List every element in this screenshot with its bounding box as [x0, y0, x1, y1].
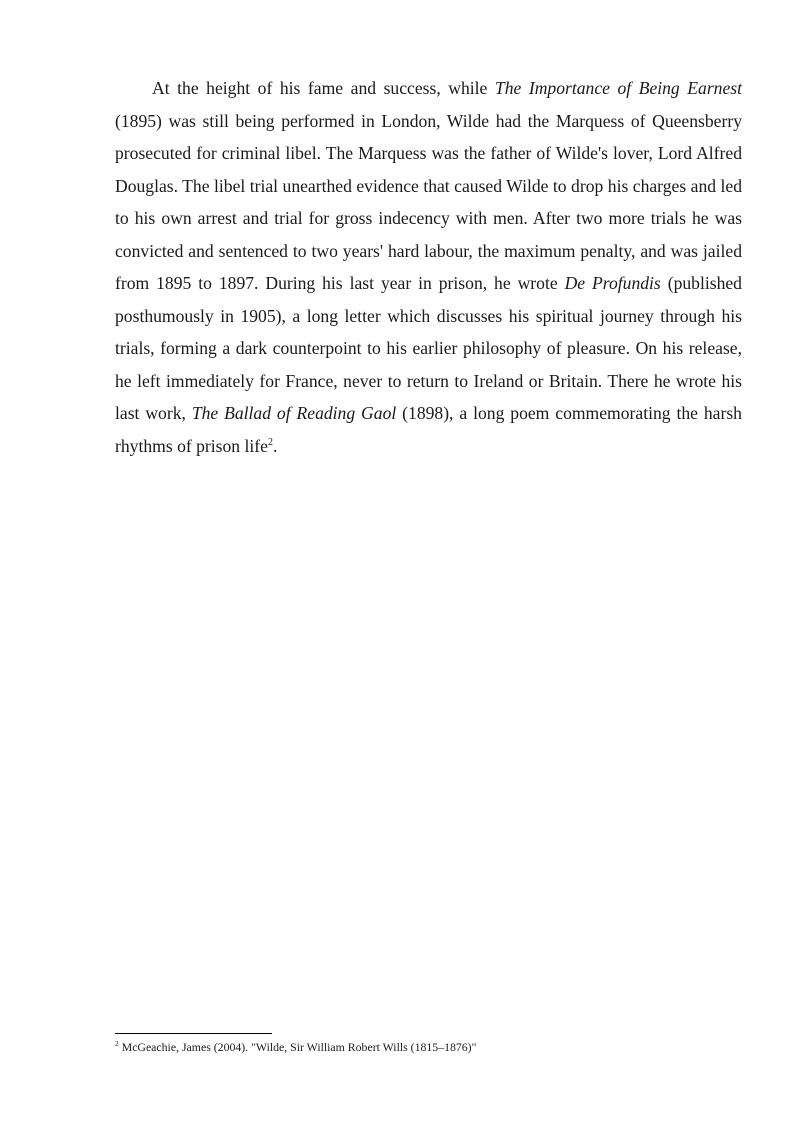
footnote-separator — [115, 1033, 272, 1034]
work-title-importance-of-being-earnest: The Importance of Being Earnest — [494, 78, 743, 98]
text-run: (published posthumously in 1905), a long letter which discusses his spiritual journey through his trials, forming a dark counterpoint to his earlier philosophy of pleasure. On his release, he left immediately for France, never to return to Ireland or Britain. There he wrote his last work, — [115, 273, 742, 423]
footnote — [115, 1039, 742, 1055]
text-run: . — [272, 435, 278, 456]
footnote-text: McGeachie, James (2004). "Wilde, Sir William Robert Wills (1815–1876)" — [118, 1040, 477, 1054]
text-run: (1898), a long poem commemorating the harsh rhythms of prison life — [115, 403, 742, 456]
work-title-ballad-of-reading-gaol: The Ballad of Reading Gaol — [191, 403, 397, 423]
text-run: (1895) was still being performed in London, Wilde had the Marquess of Queensberry prosecuted for criminal libel. The Marquess was the father of Wilde's lover, Lord Alfred Douglas. The libel trial unearthed evidence that caused Wilde to drop his charges and led to his own arrest and trial for gross indecency with men. After two more trials he was convicted and sentenced to two years' hard labour, the maximum penalty, and was jailed from 1895 to 1897. During his last year in prison, he wrote — [115, 110, 742, 293]
footnote-reference[interactable]: 2 — [267, 436, 273, 448]
body-paragraph — [115, 72, 742, 462]
text-run: At the height of his fame and success, while — [152, 78, 495, 98]
footnote-marker: 2 — [115, 1039, 119, 1049]
work-title-de-profundis: De Profundis — [564, 273, 661, 293]
